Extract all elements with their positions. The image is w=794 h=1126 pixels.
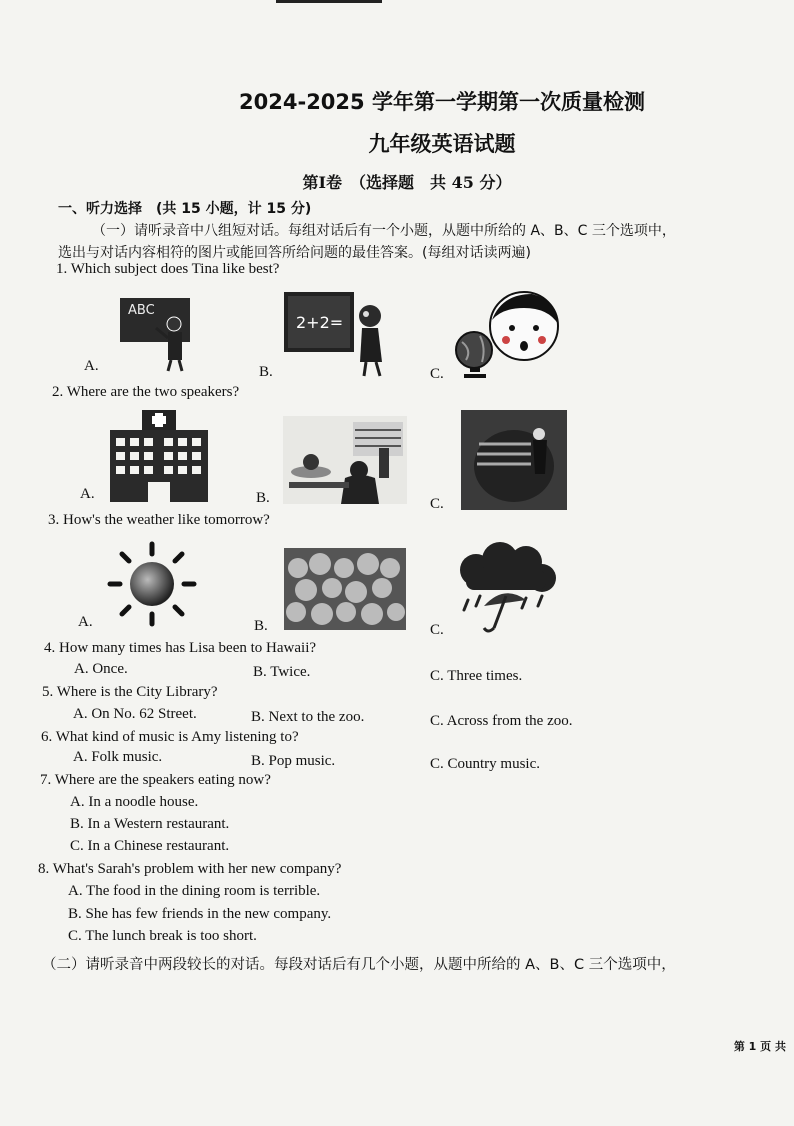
hospital-icon xyxy=(108,408,210,504)
option-a: A. The food in the dining room is terrible. xyxy=(68,883,321,899)
rain-umbrella-icon xyxy=(454,540,558,638)
option-b: B. In a Western restaurant. xyxy=(70,816,230,832)
question-stem: 4. How many times has Lisa been to Hawaii? xyxy=(44,640,317,656)
option-label: B. xyxy=(259,364,273,380)
globe-student-icon xyxy=(452,290,562,382)
board-text-math: 2+2= xyxy=(296,313,344,332)
math-blackboard-icon xyxy=(282,290,392,378)
sun-icon xyxy=(104,540,200,628)
option-label: A. xyxy=(84,358,99,374)
volume-heading: 第Ⅰ卷 （选择题 共 45 分） xyxy=(302,173,512,192)
option-c: C. In a Chinese restaurant. xyxy=(70,838,230,854)
option-c: C. The lunch break is too short. xyxy=(68,928,257,944)
page-footer: 第 1 页 共 xyxy=(733,1040,786,1053)
instruction-line-2: 选出与对话内容相符的图片或能回答所给问题的最佳答案。(每组对话读两遍) xyxy=(58,245,531,261)
question-stem: 5. Where is the City Library? xyxy=(42,684,218,700)
exam-subtitle: 九年级英语试题 xyxy=(368,132,516,156)
question-stem: 8. What's Sarah's problem with her new company? xyxy=(38,861,342,877)
option-b: B. Twice. xyxy=(253,664,311,680)
option-c: C. Country music. xyxy=(430,756,541,772)
option-a: A. Once. xyxy=(74,661,128,677)
question-stem: 2. Where are the two speakers? xyxy=(52,384,240,400)
option-b: B. Pop music. xyxy=(251,753,336,769)
option-label: B. xyxy=(256,490,270,506)
stage-icon xyxy=(461,410,567,510)
option-label: A. xyxy=(80,486,95,502)
instruction-line-1: （一）请听录音中八组短对话。每组对话后有一个小题，从题中所给的 A、B、C 三个选项中， xyxy=(92,223,676,239)
board-text-abc: ABC xyxy=(128,303,155,318)
option-b: B. She has few friends in the new company. xyxy=(68,906,332,922)
question-stem: 1. Which subject does Tina like best? xyxy=(56,261,280,277)
question-stem: 3. How's the weather like tomorrow? xyxy=(48,512,270,528)
abc-blackboard-icon xyxy=(118,294,198,372)
option-a: A. On No. 62 Street. xyxy=(73,706,197,722)
option-b: B. Next to the zoo. xyxy=(251,709,365,725)
option-label: C. xyxy=(430,496,444,512)
option-label: B. xyxy=(254,618,268,634)
section-heading: 一、听力选择 (共 15 小题，计 15 分) xyxy=(58,201,312,217)
option-label: A. xyxy=(78,614,93,630)
question-stem: 7. Where are the speakers eating now? xyxy=(40,772,271,788)
option-a: A. In a noodle house. xyxy=(70,794,199,810)
option-label: C. xyxy=(430,622,444,638)
exam-title: 2024-2025 学年第一学期第一次质量检测 xyxy=(239,90,645,114)
option-a: A. Folk music. xyxy=(73,749,163,765)
cloud-icon xyxy=(284,548,406,630)
part2-instruction: （二）请听录音中两段较长的对话。每段对话后有几个小题，从题中所给的 A、B、C 三个选项中， xyxy=(42,957,676,973)
question-stem: 6. What kind of music is Amy listening to? xyxy=(41,729,299,745)
option-c: C. Three times. xyxy=(430,668,523,684)
option-label: C. xyxy=(430,366,444,382)
option-c: C. Across from the zoo. xyxy=(430,713,573,729)
top-edge-mark xyxy=(276,0,382,3)
cinema-icon xyxy=(283,416,407,504)
